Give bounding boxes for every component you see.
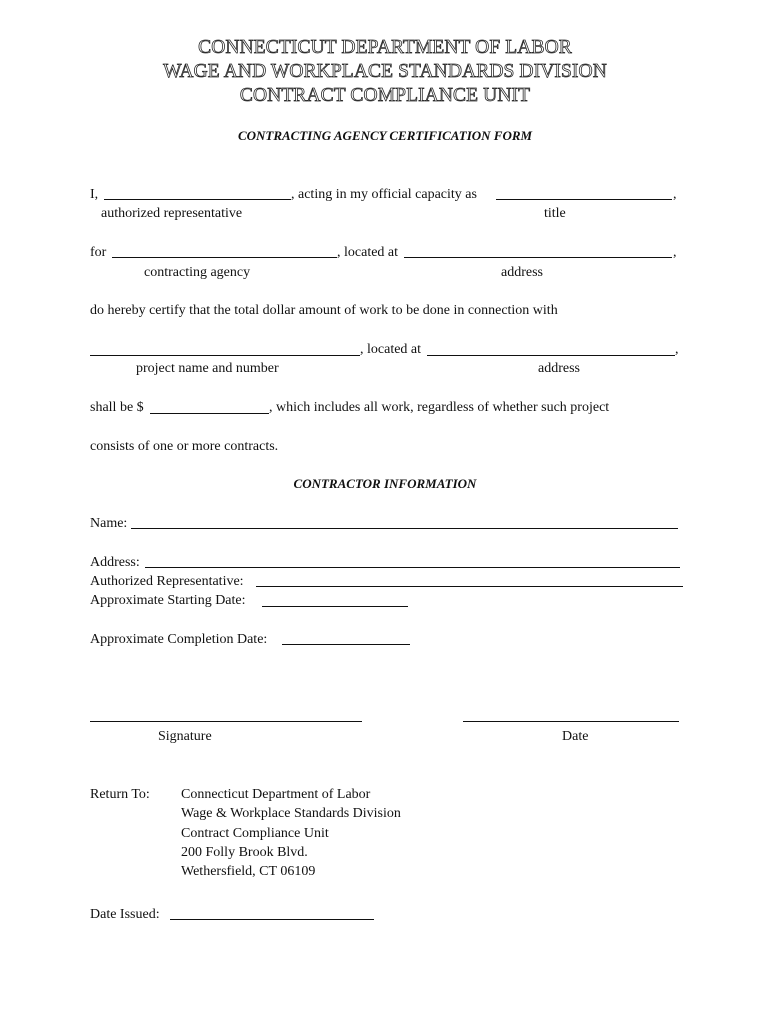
located-at-text-1: , located at — [337, 245, 399, 260]
shall-be-text: shall be $ — [90, 400, 144, 415]
located-at-text-2: , located at — [360, 342, 422, 357]
signature-field[interactable] — [90, 721, 362, 722]
project-address-field[interactable] — [427, 355, 675, 356]
dollar-amount-field[interactable] — [150, 413, 269, 414]
agency-address-field[interactable] — [404, 257, 672, 258]
title-label: title — [544, 206, 566, 221]
comma-2: , — [673, 245, 677, 260]
includes-text: , which includes all work, regardless of whether such project — [269, 400, 610, 415]
return-to-line: Connecticut Department of Labor — [181, 787, 371, 802]
form-title: CONTRACTING AGENCY CERTIFICATION FORM — [237, 128, 533, 143]
address-label: Address: — [90, 555, 140, 570]
comma-1: , — [673, 187, 677, 202]
date-field[interactable] — [463, 721, 679, 722]
date-label: Date — [562, 729, 589, 744]
authorized-rep-label: Authorized Representative: — [90, 574, 244, 589]
project-name-field[interactable] — [90, 355, 360, 356]
date-issued-label: Date Issued: — [90, 907, 160, 922]
project-address-label: address — [538, 361, 580, 376]
project-name-label: project name and number — [136, 361, 279, 376]
contracting-agency-label: contracting agency — [144, 265, 251, 280]
authorized-representative-field[interactable] — [104, 199, 291, 200]
completion-date-field[interactable] — [282, 644, 410, 645]
name-label: Name: — [90, 516, 128, 531]
contracting-agency-field[interactable] — [112, 257, 337, 258]
agency-address-label: address — [501, 265, 543, 280]
completion-date-label: Approximate Completion Date: — [90, 632, 268, 647]
return-to-line: 200 Folly Brook Blvd. — [181, 845, 308, 860]
start-date-label: Approximate Starting Date: — [90, 593, 246, 608]
i-prefix: I, — [90, 187, 99, 202]
for-prefix: for — [90, 245, 107, 260]
date-issued-field[interactable] — [170, 919, 374, 920]
address-field[interactable] — [145, 567, 680, 568]
return-to-line: Wage & Workplace Standards Division — [181, 806, 401, 821]
certify-text: do hereby certify that the total dollar amount of work to be done in connection with — [90, 303, 558, 318]
header-line-2: WAGE AND WORKPLACE STANDARDS DIVISION — [163, 61, 607, 82]
return-to-line: Wethersfield, CT 06109 — [181, 864, 316, 879]
return-to-line: Contract Compliance Unit — [181, 826, 329, 841]
comma-3: , — [675, 342, 679, 357]
header-line-1: CONNECTICUT DEPARTMENT OF LABOR — [198, 37, 572, 58]
consists-text: consists of one or more contracts. — [90, 439, 279, 454]
return-to-label: Return To: — [90, 787, 150, 802]
name-field[interactable] — [131, 528, 678, 529]
acting-capacity-text: , acting in my official capacity as — [291, 187, 477, 202]
header-line-3: CONTRACT COMPLIANCE UNIT — [239, 85, 531, 106]
authorized-representative-label: authorized representative — [101, 206, 243, 221]
start-date-field[interactable] — [262, 606, 408, 607]
authorized-rep-field[interactable] — [256, 586, 683, 587]
signature-label: Signature — [158, 729, 212, 744]
title-field[interactable] — [496, 199, 672, 200]
contractor-info-heading: CONTRACTOR INFORMATION — [293, 476, 477, 491]
